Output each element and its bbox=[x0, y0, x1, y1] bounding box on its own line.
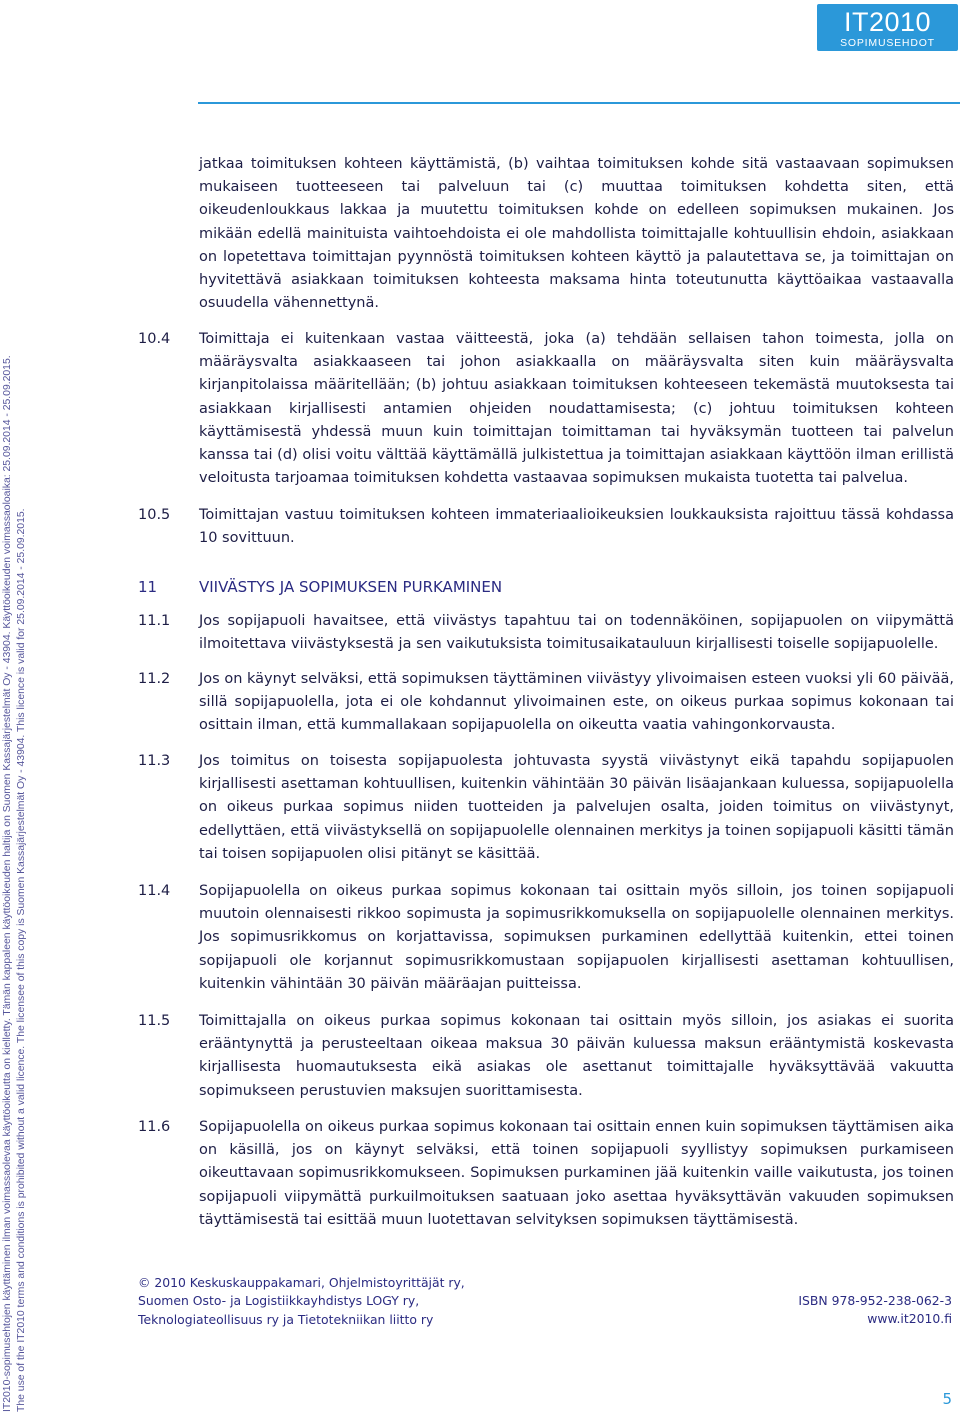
clause-text: Sopijapuolella on oikeus purkaa sopimus kokonaan tai osittain ennen kuin sopimuksen täyttämisen aika on käsillä, jos on käynyt selväksi, että toinen sopijapuoli syyllistyy sopimuksen purkamiseen oikeuttavaan sopimusrikkomukseen. Sopimuksen purkaminen jää kuitenkin vaille vaikutusta, jos toinen sopijapuoli viipymättä purkuilmoituksen saatuaan joko asettaa hyväksyttävän vakuuden sopimuksen täyttämisestä tai esittää muun luotettavan selvityksen sopimuksen täyttämisestä. bbox=[199, 1119, 954, 1228]
clause-text: Sopijapuolella on oikeus purkaa sopimus kokonaan tai osittain myös silloin, jos toinen sopijapuoli muutoin olennaisesti rikkoo sopimusta ja sopimusrikkomuksella on sopijapuolelle olennainen merkitys. Jos sopimusrikkomus on korjattavissa, sopimuksen purkaminen edellyttää kuitenkin, ettei toinen sopijapuoli ole korjannut sopimusrikkomustaan sopijapuolen kirjallisesti asettaman kohtuullisen, kuitenkin vähintään 30 päivän määräajan puitteissa. bbox=[199, 883, 954, 992]
section-number: 11 bbox=[138, 578, 158, 596]
clause-text: Toimittajan vastuu toimituksen kohteen immateriaalioikeuksien loukkauksista rajoittuu tässä kohdassa 10 sovittuun. bbox=[199, 507, 954, 547]
clause-text: Jos toimitus on toisesta sopijapuolesta johtuvasta syystä viivästynyt eikä tapahdu sopijapuolen kirjallisesti asettaman kohtuullisen, kuitenkin vähintään 30 päivän lisäajankaan kuluessa, sopijapuolella on oikeus purkaa sopimus niiden tuotteiden ja palvelujen osalta, joiden toimitus on viivästynyt, edellyttäen, että viivästyksellä on sopijapuolelle olennainen merkitys ja toinen sopijapuoli käsitti tämän tai toisen sopijapuolen olisi pitänyt se käsittää. bbox=[199, 753, 954, 862]
copyright-block bbox=[138, 1274, 465, 1329]
publication-info bbox=[798, 1292, 952, 1329]
website-link[interactable]: www.it2010.fi bbox=[867, 1311, 952, 1327]
intro-paragraph: jatkaa toimituksen kohteen käyttämistä, (b) vaihtaa toimituksen kohde sitä vastaavaan sopimuksen mukaiseen tuotteeseen tai palveluun tai (c) muuttaa toimituksen kohdetta siten, että oikeudenloukkaus lakkaa ja muutettu toimituksen kohde on edelleen sopimuksen mukainen. Jos mikään edellä mainituista vaihtoehdoista ei ole mahdollista toimittajalle kohtuullisin ehdoin, asiakkaan on lopetettava toimittajan pyynnöstä toimituksen kohteen käyttö ja palautettava se, ja toimittajan on hyvitettävä asiakkaan toimituksen kohteesta maksama hinta toteutunutta käyttöaikaa vastaavalla osuudella vähennettynä. bbox=[199, 156, 954, 312]
clause-number: 11.4 bbox=[138, 883, 171, 899]
page-number: 5 bbox=[942, 1390, 952, 1408]
clause-number: 10.5 bbox=[138, 507, 171, 523]
logo-main: IT2010 bbox=[843, 7, 932, 37]
header-divider bbox=[198, 102, 960, 104]
logo-subtitle: SOPIMUSEHDOT bbox=[840, 37, 935, 49]
copyright-line: Teknologiateollisuus ry ja Tietotekniikan liitto ry bbox=[138, 1311, 434, 1327]
copyright-line: Suomen Osto- ja Logistiikkayhdistys LOGY ry, bbox=[138, 1293, 420, 1309]
clause-text: Toimittaja ei kuitenkaan vastaa väitteestä, joka (a) tehdään sellaisen tahon toimesta, jolla on määräysvalta asiakkaaseen tai johon asiakkaalla on määräysvalta siten kuin määräysvalta kirjanpitolaissa määritellään; (b) johtuu asiakkaan toimituksen kohteeseen tekemästä muutoksesta tai asiakkaan kirjallisesti antamien ohjeiden noudattamisesta; (c) johtuu toimituksen kohteen käyttämisestä yhdessä muun kuin toimittajan toimittaman tai hyväksymän tuotteen tai palvelun kanssa tai (d) olisi voitu välttää käyttämällä julkistettua ja toimittajan asiakkaan käyttöön ilman erillistä veloitusta tarjoamaa toimituksen kohdetta vastaavaa sopimuksen mukaista tuotetta tai palvelua. bbox=[199, 331, 954, 487]
clause-number: 11.1 bbox=[138, 613, 171, 629]
clause-number: 10.4 bbox=[138, 331, 171, 347]
clause-number: 11.3 bbox=[138, 753, 171, 769]
license-note-en: The use of the IT2010 terms and conditions is prohibited without a valid licence. The licensee of this copy is Suomen Kassajärjestelmät Oy - 43904. This licence is valid for 25.09.2014 - 25.09.2015. bbox=[16, 508, 27, 1412]
clause-number: 11.6 bbox=[138, 1119, 171, 1135]
it2010-logo bbox=[817, 4, 958, 51]
isbn: ISBN 978-952-238-062-3 bbox=[798, 1293, 952, 1308]
clause-number: 11.5 bbox=[138, 1013, 171, 1029]
clause-text: Jos on käynyt selväksi, että sopimuksen täyttäminen viivästyy ylivoimaisen esteen vuoksi yli 60 päivää, sillä sopijapuolella, jota ei ole kohdannut ylivoimainen este, on oikeus purkaa sopimus kokonaan tai osittain ilman, että kummallakaan sopijapuolella on oikeutta vaatia vahingonkorvausta. bbox=[199, 671, 954, 734]
clause-text: Jos sopijapuoli havaitsee, että viivästys tapahtuu tai on todennäköinen, sopijapuolen on viipymättä ilmoitettava viivästyksestä ja sen vaikutuksista toimitusaikatauluun kirjallisesti toiselle sopijapuolelle. bbox=[199, 613, 954, 653]
section-title: VIIVÄSTYS JA SOPIMUKSEN PURKAMINEN bbox=[199, 578, 503, 596]
license-note-fi: IT2010-sopimusehtojen käyttäminen ilman voimassaolevaa käyttöoikeutta on kielletty. Tämän kappaleen käyttöoikeuden haltija on Suomen Kassajärjestelmät Oy - 43904. Käyttöoikeuden voimassaoloaika: 25.09.2014 - 25.09.2015. bbox=[2, 355, 13, 1412]
copyright-line: © 2010 Keskuskauppakamari, Ohjelmistoyrittäjät ry, bbox=[138, 1275, 465, 1290]
clause-text: Toimittajalla on oikeus purkaa sopimus kokonaan tai osittain myös silloin, jos asiakas ei suorita erääntynyttä ja perusteeltaan oikeaa maksua 30 päivän kuluessa maksun erääntymistä koskevasta kirjallisesta huomautuksesta eikä asiakas ole asettanut toimittajalle hyväksyttävää vakuutta sopimukseen perustuvien maksujen suorittamisesta. bbox=[199, 1013, 954, 1099]
clause-number: 11.2 bbox=[138, 671, 171, 687]
